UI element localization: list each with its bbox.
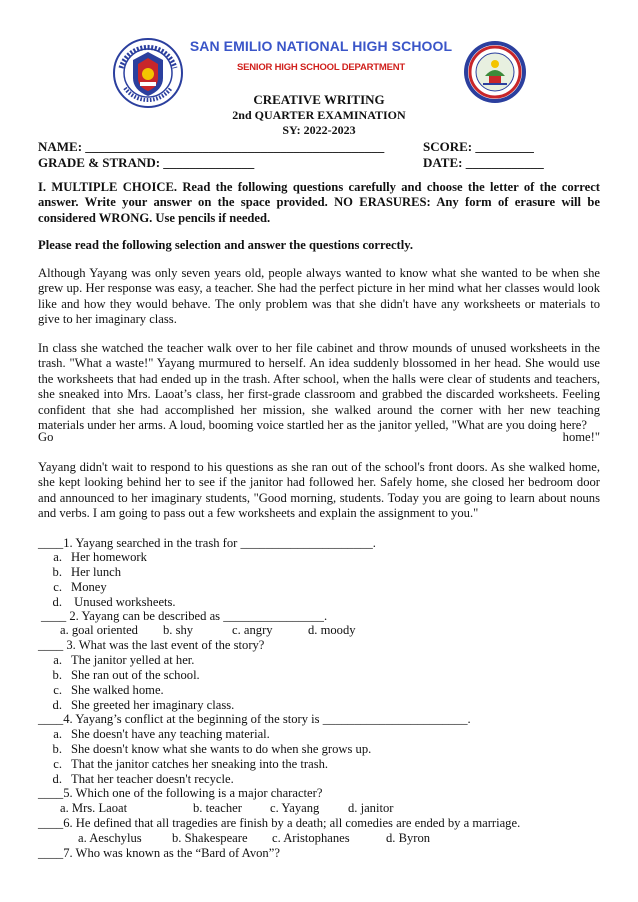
school-name: SAN EMILIO NATIONAL HIGH SCHOOL [189,38,453,54]
date-field[interactable]: DATE: ____________ [423,155,544,170]
q2-option-b: b. shy [163,623,194,637]
score-field[interactable]: SCORE: _________ [423,139,534,154]
exam-title: 2nd QUARTER EXAMINATION [232,108,406,122]
q4-option-d: d. That her teacher doesn't recycle. [52,772,234,786]
name-field[interactable]: NAME: ______________________________________________ [38,139,385,154]
passage-paragraph-1: Although Yayang was only seven years old, people always wanted to know what she wanted to be when she grew up. Her response was easy, a teacher. She had the perfect picture in her mind what her classes would look like and how they would behave. The only problem was that she didn't have any worksheets or materials to give to her imaginary class. [38,266,600,327]
q3-option-c: c. She walked home. [53,683,164,697]
q6-option-a: a. Aeschylus [78,831,142,845]
q6-option-c: c. Aristophanes [272,831,350,845]
q1-option-c: c. Money [53,580,107,594]
q1-option-a: a. Her homework [53,550,147,564]
q5-option-c: c. Yayang [270,801,320,815]
q2-option-c: c. angry [232,623,273,637]
question-1: ____1. Yayang searched in the trash for _____________________. [38,536,376,550]
q2-option-a: a. goal oriented [60,623,138,637]
subject-title: CREATIVE WRITING [253,92,385,107]
q4-option-c: c. That the janitor catches her sneaking into the trash. [53,757,329,771]
department-name: SENIOR HIGH SCHOOL DEPARTMENT [236,62,406,73]
passage-paragraph-2: In class she watched the teacher walk over to her file cabinet and throw mounds of unused worksheets in the trash. "What a waste!" Yayang murmured to herself. An idea suddenly blossomed in her head. She would use the worksheets that had ended up in the trash. After school, when the halls were clear of students and teachers, she sneaked into Mrs. Laoat’s class, her first-grade classroom and grabbed the discarded worksheets. Feeling confident that she had accomplished her mission, she walked around the corner with her new teaching materials under her arms. A loud, booming voice startled her as the janitor yelled, "What are you doing here? [38,341,600,433]
q5-option-b: b. teacher [193,801,242,815]
selection-prompt: Please read the following selection and answer the questions correctly. [38,238,413,252]
q6-option-d: d. Byron [386,831,431,845]
q6-option-b: b. Shakespeare [172,831,248,845]
question-7: ____7. Who was known as the “Bard of Avon”? [38,846,280,860]
q4-option-b: b. She doesn't know what she wants to do when she grows up. [52,742,372,756]
grade-strand-field[interactable]: GRADE & STRAND: ______________ [38,155,255,170]
q1-option-d: d. Unused worksheets. [52,595,176,609]
q2-option-d: d. moody [308,623,356,637]
q5-option-a: a. Mrs. Laoat [60,801,128,815]
passage-paragraph-3: Yayang didn't wait to respond to his questions as she ran out of the school's front doors. As she walked home, she kept looking behind her to see if the janitor had followed her. Safely home, she closed her bedroom door and announced to her imaginary students, "Good morning, students. Today you are going to learn about nouns and verbs. I am going to pass out a few worksheets and explain the assignment to you." [38,460,600,521]
q4-option-a: a. She doesn't have any teaching material. [53,727,270,741]
question-5: ____5. Which one of the following is a major character? [38,786,323,800]
passage-line-home: home!" [562,430,600,444]
question-4: ____4. Yayang’s conflict at the beginning of the story is _______________________. [38,712,471,726]
question-2: ____ 2. Yayang can be described as ________________. [41,609,328,623]
instructions: I. MULTIPLE CHOICE. Read the following questions carefully and choose the letter of the correct answer. Write your answer on the space provided. NO ERASURES: Any form of erasure will be considered WRONG. Use pencils if needed. [38,180,600,225]
q3-option-b: b. She ran out of the school. [52,668,200,682]
q1-option-b: b. Her lunch [52,565,122,579]
school-year: SY: 2022-2023 [282,123,356,137]
question-6: ____6. He defined that all tragedies are finish by a death; all comedies are ended by a marriage. [38,816,521,830]
q3-option-d: d. She greeted her imaginary class. [52,698,235,712]
q3-option-a: a. The janitor yelled at her. [53,653,195,667]
passage-line-go: Go [38,430,54,444]
q5-option-d: d. janitor [348,801,394,815]
question-3: ____ 3. What was the last event of the story? [38,638,265,652]
